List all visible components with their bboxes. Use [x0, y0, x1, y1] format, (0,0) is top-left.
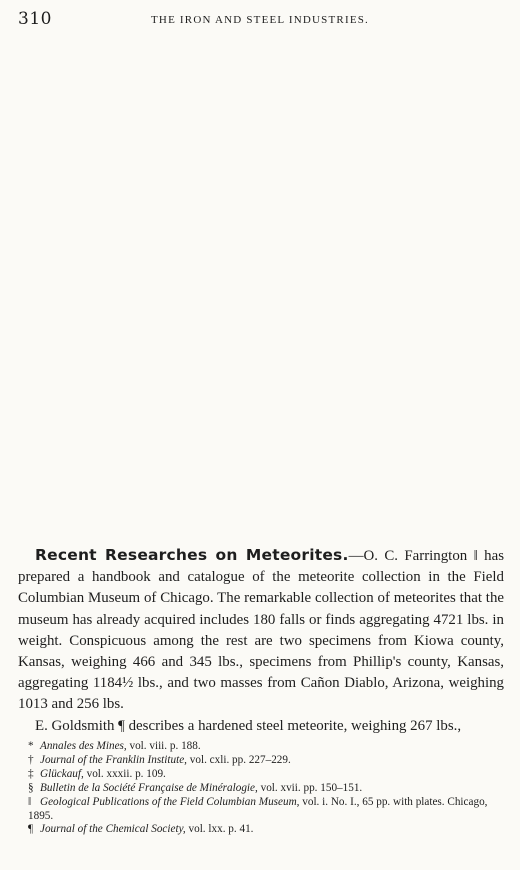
page-number: 310	[18, 9, 52, 29]
paragraph-1-text: —O. C. Farrington ‖ has prepared a handbook and catalogue of the meteorite collection in the Field Columbian Museum of Chicago. The remarkable collection of meteorites that the museum has already acquired includes 180 falls or finds aggregating 4721 lbs. in weight. Conspicuous among the rest are two specimens from Kiowa county, Kansas, weighing 466 and 345 lbs., specimens from Phillip's county, Kansas, aggregating 1184½ lbs., and two masses from Cañon Diablo, Arizona, weighing 1013 and 256 lbs.	[18, 548, 504, 713]
footnote-mark: †	[28, 753, 34, 766]
paragraph-1	[18, 545, 504, 716]
footnote-source-title: Geological Publications of the Field Columbian Museum,	[40, 795, 300, 808]
section-heading: Recent Researches on Meteorites.	[35, 546, 349, 564]
footnote-citation: vol. i. No. I., 65 pp. with plates. Chicago, 1895.	[28, 795, 488, 822]
footnote-source-title: Journal of the Chemical Society,	[40, 823, 186, 836]
footnote	[18, 823, 504, 837]
footnote-source-title: Glückauf,	[40, 767, 84, 780]
footnote-mark: *	[28, 740, 34, 752]
footnotes	[18, 740, 504, 837]
body-text	[18, 545, 504, 737]
footnote-citation: vol. viii. p. 188.	[126, 740, 201, 752]
footnote-citation: vol. xxxii. p. 109.	[83, 767, 166, 780]
running-head: THE IRON AND STEEL INDUSTRIES.	[151, 14, 369, 26]
footnote-mark: ¶	[28, 823, 34, 836]
footnote-citation: vol. xvii. pp. 150–151.	[257, 781, 363, 794]
footnote-mark: ‖	[28, 795, 32, 808]
footnote	[18, 768, 504, 782]
footnote-citation: vol. cxli. pp. 227–229.	[186, 753, 291, 766]
footnote	[18, 754, 504, 768]
footnote	[18, 740, 504, 754]
footnote-source-title: Journal of the Franklin Institute,	[40, 753, 187, 766]
footnote-source-title: Bulletin de la Société Française de Minéralogie,	[40, 781, 258, 794]
footnote-mark: ‡	[28, 767, 34, 780]
footnote	[18, 782, 504, 796]
footnote	[18, 796, 504, 824]
footnote-source-title: Annales des Mines,	[40, 740, 127, 752]
paragraph-2: E. Goldsmith ¶ describes a hardened steel meteorite, weighing 267 lbs.,	[35, 717, 462, 734]
footnote-mark: §	[28, 781, 34, 794]
footnote-citation: vol. lxx. p. 41.	[185, 823, 254, 836]
